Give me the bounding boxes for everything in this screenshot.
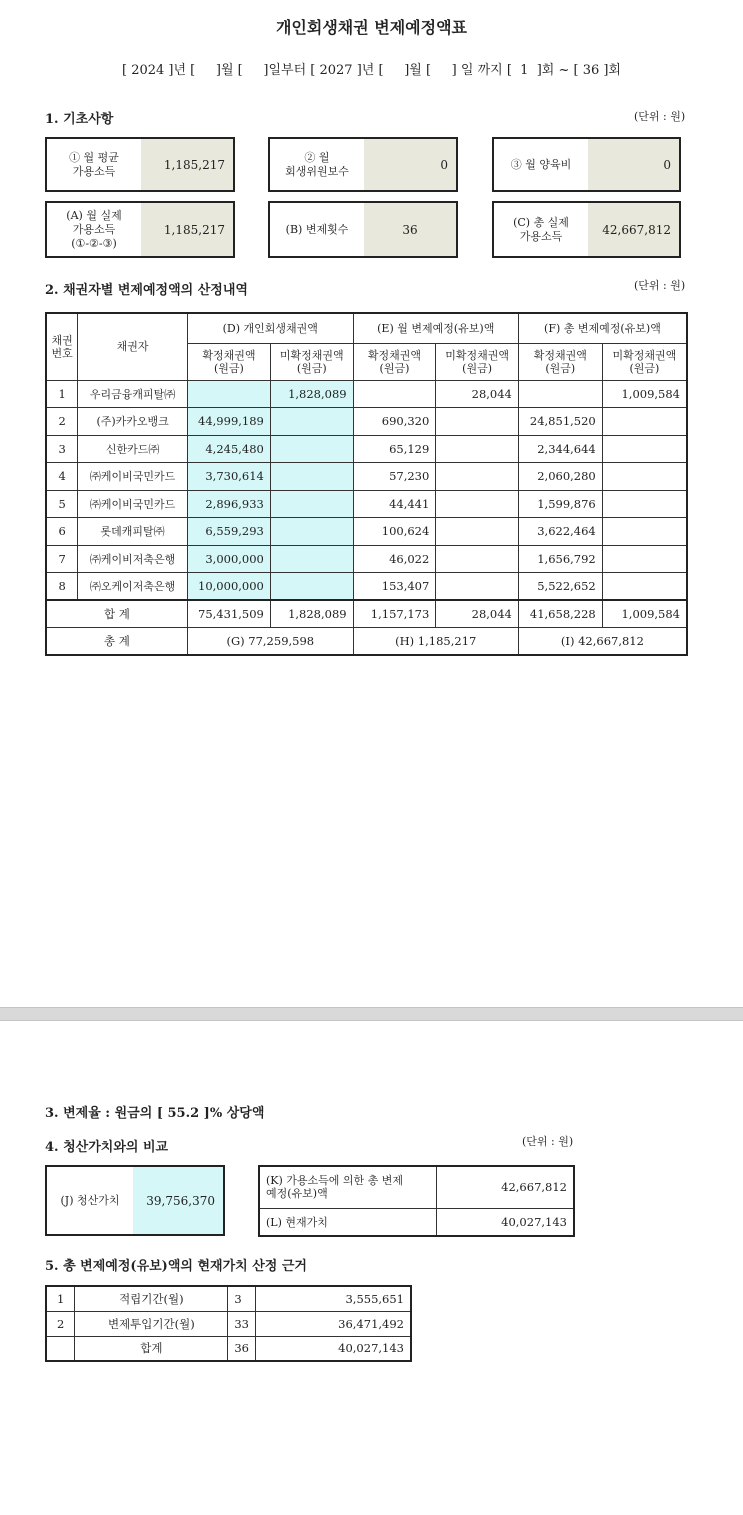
header-e-confirmed: 확정채권액 (원금) [353, 343, 436, 380]
pv-row [46, 1286, 411, 1311]
creditor-name: ㈜오케이저축은행 [78, 573, 188, 601]
total-h: (H) 1,185,217 [353, 628, 518, 656]
pv-row [46, 1311, 411, 1336]
section1-unit: (단위 : 원) [634, 110, 686, 123]
pv-no [46, 1336, 75, 1361]
creditor-name: 롯데캐피탈㈜ [78, 518, 188, 546]
page-separator [0, 1007, 743, 1021]
pv-label: 합계 [75, 1336, 228, 1361]
confirmed-claim [187, 380, 270, 408]
total-confirmed [518, 380, 602, 408]
monthly-confirmed: 690,320 [353, 408, 436, 436]
box-label: (B) 변제횟수 [285, 222, 349, 236]
sum-e2: 28,044 [436, 600, 519, 628]
monthly-confirmed: 65,129 [353, 435, 436, 463]
confirmed-claim: 4,245,480 [187, 435, 270, 463]
sum-d2: 1,828,089 [270, 600, 353, 628]
total-label: 총 계 [46, 628, 187, 656]
total-g: (G) 77,259,598 [187, 628, 353, 656]
confirmed-claim: 10,000,000 [187, 573, 270, 601]
unconfirmed-claim [270, 490, 353, 518]
sum-label: 합 계 [46, 600, 187, 628]
header-row-1 [46, 313, 687, 343]
box-value: 1,185,217 [141, 139, 233, 190]
sum-d1: 75,431,509 [187, 600, 270, 628]
confirmed-claim: 2,896,933 [187, 490, 270, 518]
box-value: 1,185,217 [141, 203, 233, 256]
creditor-name: ㈜케이비저축은행 [78, 545, 188, 573]
comparison-table [258, 1165, 575, 1237]
pv-months: 36 [228, 1336, 256, 1361]
period-line: [ 2024 ]년 [ ]월 [ ]일부터 [ 2027 ]년 [ ]월 [ ] 일 까지 [ 1 ]회 ~ [ 36 ]회 [121, 63, 621, 78]
comparison-row-l [259, 1208, 574, 1236]
unconfirmed-claim [270, 573, 353, 601]
sum-f2: 1,009,584 [602, 600, 687, 628]
creditor-no: 4 [46, 463, 78, 491]
box-trustee-fee [268, 137, 458, 192]
header-e: (E) 월 변제예정(유보)액 [353, 313, 518, 343]
monthly-confirmed [353, 380, 436, 408]
total-unconfirmed [602, 518, 687, 546]
present-value-table [45, 1285, 412, 1362]
section4-heading: 4. 청산가치와의 비교 [45, 1140, 169, 1155]
creditor-row [46, 490, 687, 518]
creditor-name: ㈜케이비국민카드 [78, 490, 188, 518]
monthly-unconfirmed [436, 435, 519, 463]
monthly-unconfirmed [436, 490, 519, 518]
header-e-unconfirmed: 미확정채권액 (원금) [436, 343, 519, 380]
k-label: (K) 가용소득에 의한 총 변제 예정(유보)액 [259, 1166, 436, 1208]
confirmed-claim: 6,559,293 [187, 518, 270, 546]
comparison-row-k [259, 1166, 574, 1208]
total-unconfirmed [602, 408, 687, 436]
document-title: 개인회생채권 변제예정액표 [275, 18, 468, 37]
total-unconfirmed [602, 435, 687, 463]
creditor-row [46, 545, 687, 573]
total-unconfirmed [602, 545, 687, 573]
header-d: (D) 개인회생채권액 [187, 313, 353, 343]
creditor-row [46, 463, 687, 491]
unconfirmed-claim: 1,828,089 [270, 380, 353, 408]
header-no: 채권 번호 [46, 313, 78, 380]
k-value: 42,667,812 [436, 1166, 574, 1208]
total-unconfirmed: 1,009,584 [602, 380, 687, 408]
unconfirmed-claim [270, 518, 353, 546]
total-confirmed: 3,622,464 [518, 518, 602, 546]
creditor-row [46, 573, 687, 601]
creditor-table [45, 312, 688, 656]
monthly-unconfirmed: 28,044 [436, 380, 519, 408]
section2-unit: (단위 : 원) [634, 279, 686, 292]
box-value: 42,667,812 [588, 203, 679, 256]
header-f: (F) 총 변제예정(유보)액 [518, 313, 687, 343]
box-label: (C) 총 실제 가용소득 [513, 215, 569, 243]
section5-heading: 5. 총 변제예정(유보)액의 현재가치 산정 근거 [45, 1259, 307, 1274]
creditor-name: ㈜케이비국민카드 [78, 463, 188, 491]
box-value: 36 [364, 203, 456, 256]
total-confirmed: 24,851,520 [518, 408, 602, 436]
pv-label: 변제투입기간(월) [75, 1311, 228, 1336]
pv-no: 1 [46, 1286, 75, 1311]
confirmed-claim: 3,000,000 [187, 545, 270, 573]
section3-heading: 3. 변제율 : 원금의 [ 55.2 ]% 상당액 [45, 1106, 265, 1121]
total-confirmed: 5,522,652 [518, 573, 602, 601]
pv-label: 적립기간(월) [75, 1286, 228, 1311]
header-f-unconfirmed: 미확정채권액 (원금) [602, 343, 687, 380]
monthly-confirmed: 44,441 [353, 490, 436, 518]
unconfirmed-claim [270, 435, 353, 463]
l-label: (L) 현재가치 [259, 1208, 436, 1236]
total-confirmed: 1,599,876 [518, 490, 602, 518]
monthly-unconfirmed [436, 463, 519, 491]
creditor-name: 우리금융캐피탈㈜ [78, 380, 188, 408]
creditor-row [46, 380, 687, 408]
box-child-support [492, 137, 681, 192]
pv-amount: 3,555,651 [255, 1286, 411, 1311]
creditor-row [46, 408, 687, 436]
box-label: ① 월 평균 가용소득 [69, 150, 119, 178]
pv-months: 3 [228, 1286, 256, 1311]
pv-months: 33 [228, 1311, 256, 1336]
sum-f1: 41,658,228 [518, 600, 602, 628]
confirmed-claim: 44,999,189 [187, 408, 270, 436]
box-label: ② 월 회생위원보수 [285, 150, 349, 178]
unconfirmed-claim [270, 463, 353, 491]
confirmed-claim: 3,730,614 [187, 463, 270, 491]
total-unconfirmed [602, 490, 687, 518]
sum-e1: 1,157,173 [353, 600, 436, 628]
section4-unit: (단위 : 원) [522, 1135, 574, 1148]
monthly-unconfirmed [436, 545, 519, 573]
monthly-unconfirmed [436, 573, 519, 601]
total-row [46, 628, 687, 656]
box-total-income [492, 201, 681, 258]
creditor-name: (주)카카오뱅크 [78, 408, 188, 436]
creditor-no: 3 [46, 435, 78, 463]
creditor-no: 5 [46, 490, 78, 518]
box-value: 0 [588, 139, 679, 190]
box-payment-count [268, 201, 458, 258]
box-label: (A) 월 실제 가용소득 (①-②-③) [66, 208, 122, 250]
total-unconfirmed [602, 463, 687, 491]
creditor-row [46, 518, 687, 546]
header-f-confirmed: 확정채권액 (원금) [518, 343, 602, 380]
creditor-no: 2 [46, 408, 78, 436]
liquidation-value-box [45, 1165, 225, 1236]
box-value: 0 [364, 139, 456, 190]
total-confirmed: 2,060,280 [518, 463, 602, 491]
l-value: 40,027,143 [436, 1208, 574, 1236]
creditor-name: 신한카드㈜ [78, 435, 188, 463]
creditor-row [46, 435, 687, 463]
header-d-confirmed: 확정채권액 (원금) [187, 343, 270, 380]
monthly-unconfirmed [436, 518, 519, 546]
box-monthly-income [45, 137, 235, 192]
total-i: (I) 42,667,812 [518, 628, 687, 656]
header-creditor: 채권자 [78, 313, 188, 380]
creditor-no: 6 [46, 518, 78, 546]
box-actual-income [45, 201, 235, 258]
pv-amount: 40,027,143 [255, 1336, 411, 1361]
monthly-confirmed: 153,407 [353, 573, 436, 601]
section1-heading: 1. 기초사항 [45, 112, 114, 127]
section2-heading: 2. 채권자별 변제예정액의 산정내역 [45, 283, 248, 298]
total-confirmed: 1,656,792 [518, 545, 602, 573]
monthly-confirmed: 57,230 [353, 463, 436, 491]
sum-row [46, 600, 687, 628]
monthly-confirmed: 46,022 [353, 545, 436, 573]
liquidation-value: 39,756,370 [133, 1167, 223, 1234]
box-label: ③ 월 양육비 [510, 157, 572, 171]
pv-no: 2 [46, 1311, 75, 1336]
pv-amount: 36,471,492 [255, 1311, 411, 1336]
pv-row [46, 1336, 411, 1361]
creditor-no: 8 [46, 573, 78, 601]
creditor-no: 7 [46, 545, 78, 573]
unconfirmed-claim [270, 408, 353, 436]
total-confirmed: 2,344,644 [518, 435, 602, 463]
header-d-unconfirmed: 미확정채권액 (원금) [270, 343, 353, 380]
monthly-unconfirmed [436, 408, 519, 436]
creditor-no: 1 [46, 380, 78, 408]
liquidation-value-label: (J) 청산가치 [60, 1193, 120, 1207]
page-2 [0, 1021, 743, 1515]
unconfirmed-claim [270, 545, 353, 573]
total-unconfirmed [602, 573, 687, 601]
monthly-confirmed: 100,624 [353, 518, 436, 546]
